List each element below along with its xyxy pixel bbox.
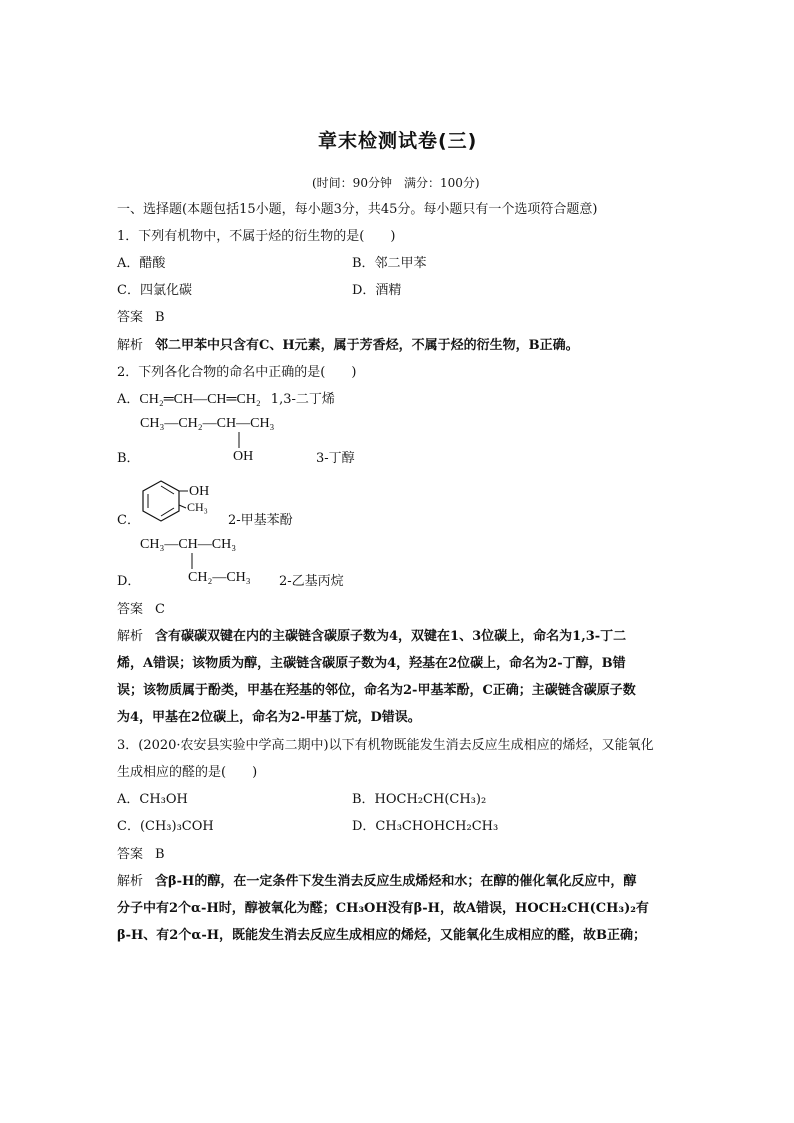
analysis-text: 含有碳碳双键在内的主碳链含碳原子数为4，双键在1、3位碳上，命名为1,3-丁二 xyxy=(155,629,627,644)
answer-label: 答案 xyxy=(117,847,144,862)
q1-option-c: C．四氯化碳 xyxy=(117,283,192,298)
q2-c-name: 2-甲基苯酚 xyxy=(228,513,293,528)
q3-stem-line-1: 3．(2020·农安县实验中学高二期中)以下有机物既能发生消去反应生成相应的烯烃，又能氧化 xyxy=(117,738,654,753)
q2-analysis-line-2: 烯，A错误；该物质为醇，主碳链含碳原子数为4，羟基在2位碳上，命名为2-丁醇，B错 xyxy=(117,656,626,671)
q2-analysis-line-1 xyxy=(117,629,626,645)
answer-value: C xyxy=(155,602,165,617)
q3-option-b: B．HOCH₂CH(CH₃)₂ xyxy=(352,792,487,807)
analysis-text: 含β-H的醇，在一定条件下发生消去反应生成烯烃和水；在醇的催化氧化反应中，醇 xyxy=(155,874,637,889)
q2-d-main-chain: CH₃—CH—CH₃ xyxy=(140,537,237,552)
analysis-text: 邻二甲苯中只含有C、H元素，属于芳香烃，不属于烃的衍生物，B正确。 xyxy=(155,338,579,353)
q2-b-substituent: OH xyxy=(233,449,254,464)
q1-option-b: B．邻二甲苯 xyxy=(352,256,427,271)
section-heading: 一、选择题(本题包括15小题，每小题3分，共45分。每小题只有一个选项符合题意) xyxy=(117,202,598,217)
q3-analysis-line-2: 分子中有2个α-H时，醇被氧化为醛；CH₃OH没有β-H，故A错误，HOCH₂CH(CH₃)₂有 xyxy=(117,901,649,916)
q2-answer xyxy=(117,602,165,618)
analysis-label: 解析 xyxy=(117,338,144,353)
q3-stem-line-2: 生成相应的醛的是( ) xyxy=(117,765,258,780)
formula: CH₂═CH—CH═CH₂ xyxy=(139,392,261,407)
q3-option-d: D．CH₃CHOHCH₂CH₃ xyxy=(352,819,499,834)
q3-option-a: A．CH₃OH xyxy=(117,792,188,807)
q3-analysis-line-1 xyxy=(117,874,636,890)
q2-b-label: B． xyxy=(117,451,140,466)
answer-label: 答案 xyxy=(117,310,144,325)
q3-analysis-line-3: β-H、有2个α-H，既能发生消去反应生成相应的烯烃，又能氧化生成相应的醛，故B正确； xyxy=(117,928,647,943)
q3-answer xyxy=(117,847,165,863)
q2-b-name: 3-丁醇 xyxy=(316,451,355,466)
q1-option-d: D．酒精 xyxy=(352,283,402,298)
answer-label: 答案 xyxy=(117,602,144,617)
q2-stem: 2．下列各化合物的命名中正确的是( ) xyxy=(117,365,357,380)
page-title: 章末检测试卷(三) xyxy=(318,130,478,152)
q3-option-c: C．(CH₃)₃COH xyxy=(117,819,214,834)
exam-info: (时间：90分钟 满分：100分) xyxy=(312,176,480,190)
answer-value: B xyxy=(155,847,165,862)
q2-analysis-line-4: 为4，甲基在2位碳上，命名为2-甲基丁烷，D错误。 xyxy=(117,710,421,725)
q2-d-label: D． xyxy=(117,574,141,589)
q2-c-label: C． xyxy=(117,513,140,528)
q1-option-a: A．醋酸 xyxy=(117,256,166,271)
q2-b-main-chain: CH₃—CH₂—CH—CH₃ xyxy=(140,416,275,431)
analysis-label: 解析 xyxy=(117,874,144,889)
answer-value: B xyxy=(155,310,165,325)
q2-c-ch3: CH₃ xyxy=(187,500,208,514)
name: 1,3-二丁烯 xyxy=(270,392,335,407)
q2-analysis-line-3: 误；该物质属于酚类，甲基在羟基的邻位，命名为2-甲基苯酚，C正确；主碳链含碳原子数 xyxy=(117,683,636,698)
q2-d-substituent: CH₂—CH₃ xyxy=(188,570,251,585)
option-label: A． xyxy=(117,392,140,407)
analysis-label: 解析 xyxy=(117,629,144,644)
q2-d-name: 2-乙基丙烷 xyxy=(279,574,344,589)
q1-stem: 1．下列有机物中，不属于烃的衍生物的是( ) xyxy=(117,229,396,244)
q2-c-oh: OH xyxy=(189,484,210,499)
